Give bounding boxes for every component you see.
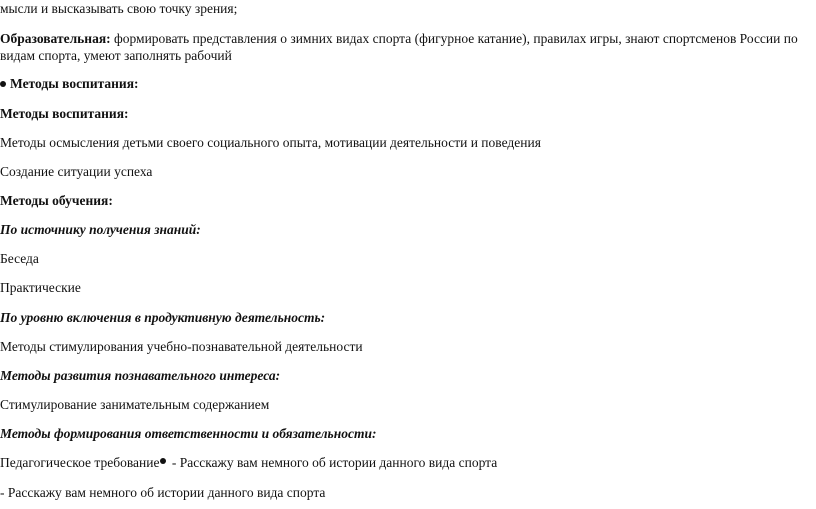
paragraph-text: - Расскажу вам немного об истории данного вида спорта	[0, 485, 326, 500]
text-line-success	[0, 163, 152, 180]
text-line-last	[0, 484, 325, 501]
subheading-responsibility	[0, 425, 376, 442]
pedagogical-label: Педагогическое требование	[0, 455, 160, 470]
heading-text: Методы воспитания:	[0, 106, 129, 121]
paragraph-educational	[0, 30, 805, 64]
subheading-by-source	[0, 221, 201, 238]
heading-text: Методы воспитания:	[10, 76, 139, 91]
subheading-interest	[0, 367, 280, 384]
paragraph-text: Методы осмысления детьми своего социального опыта, мотивации деятельности и поведения	[0, 135, 541, 150]
paragraph-text: Создание ситуации успеха	[0, 164, 153, 179]
pedagogical-text: - Расскажу вам немного об истории данного вида спорта	[168, 455, 498, 470]
text-line-conversation	[0, 250, 39, 267]
subheading-text: По источнику получения знаний:	[0, 222, 201, 237]
paragraph-text: Беседа	[0, 251, 39, 266]
text-fragment: мысли и высказывать свою точку зрения;	[0, 1, 238, 16]
paragraph-text: Методы стимулирования учебно-познавательной деятельности	[0, 339, 363, 354]
heading-methods-upbringing-bulleted	[0, 75, 139, 92]
text-line-stimulation	[0, 338, 363, 355]
text-line-comprehension	[0, 134, 541, 151]
subheading-text: Методы развития познавательного интереса:	[0, 368, 281, 383]
educational-text: формировать представления о зимних видах спорта (фигурное катание), правилах игры, знают спортсменов России по видам спорта, умеют заполнять рабочий	[0, 31, 798, 63]
educational-label: Образовательная:	[0, 31, 111, 46]
subheading-text: Методы формирования ответственности и обязательности:	[0, 426, 377, 441]
text-line-practical	[0, 279, 81, 296]
text-line-opinion	[0, 0, 237, 17]
text-line-entertaining	[0, 396, 269, 413]
heading-methods-teaching	[0, 192, 113, 209]
heading-methods-upbringing	[0, 105, 129, 122]
subheading-text: По уровню включения в продуктивную деятельность:	[0, 310, 326, 325]
paragraph-text: Стимулирование занимательным содержанием	[0, 397, 270, 412]
bullet-icon	[0, 81, 6, 87]
heading-text: Методы обучения:	[0, 193, 113, 208]
bullet-icon	[160, 458, 166, 464]
paragraph-text: Практические	[0, 280, 81, 295]
text-line-pedagogical	[0, 454, 497, 471]
subheading-by-level	[0, 309, 325, 326]
